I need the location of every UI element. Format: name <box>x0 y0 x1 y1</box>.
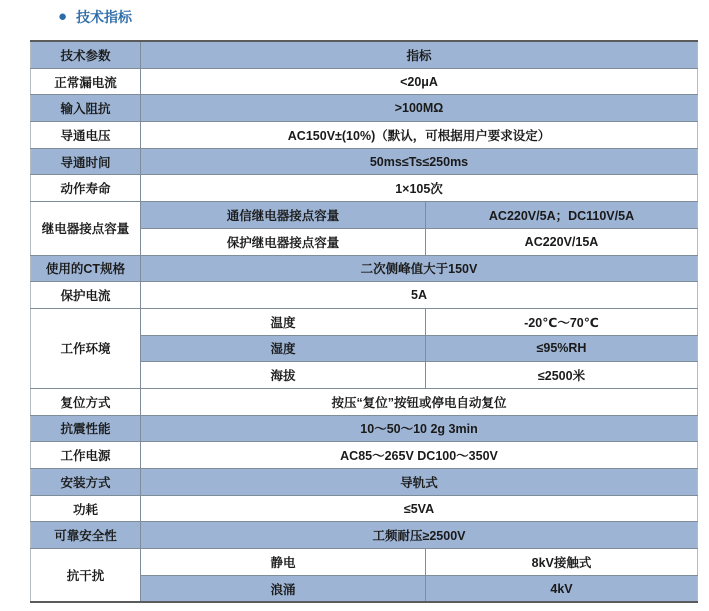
row-sublabel: 保护继电器接点容量 <box>141 228 426 255</box>
section-title <box>58 7 132 27</box>
row-value: AC150V±(10%)（默认，可根据用户要求设定） <box>141 122 698 149</box>
row-value: >100MΩ <box>141 95 698 122</box>
row-sublabel: 浪涌 <box>141 575 426 602</box>
row-value: 50ms≤Ts≤250ms <box>141 148 698 175</box>
row-value: 8kV接触式 <box>426 549 698 576</box>
row-value: 工频耐压≥2500V <box>141 522 698 549</box>
row-label: 工作电源 <box>31 442 141 469</box>
row-label: 保护电流 <box>31 282 141 309</box>
row-value: 1×105次 <box>141 175 698 202</box>
table-row <box>31 388 698 415</box>
table-row <box>31 255 698 282</box>
row-label: 安装方式 <box>31 469 141 496</box>
table-row <box>31 415 698 442</box>
row-value: -20℃～70℃ <box>426 308 698 335</box>
row-label: 继电器接点容量 <box>31 202 141 255</box>
spec-table-body <box>31 41 698 602</box>
row-label: 功耗 <box>31 495 141 522</box>
row-sublabel: 通信继电器接点容量 <box>141 202 426 229</box>
table-header-row <box>31 41 698 68</box>
row-label: 导通电压 <box>31 122 141 149</box>
row-sublabel: 湿度 <box>141 335 426 362</box>
row-value: ≤5VA <box>141 495 698 522</box>
spec-table <box>30 40 698 603</box>
row-label: 动作寿命 <box>31 175 141 202</box>
row-label: 导通时间 <box>31 148 141 175</box>
header-param-col: 技术参数 <box>31 41 141 68</box>
table-row <box>31 442 698 469</box>
table-row <box>31 148 698 175</box>
row-label: 正常漏电流 <box>31 68 141 95</box>
row-value: 5A <box>141 282 698 309</box>
row-label: 工作环境 <box>31 308 141 388</box>
table-row <box>31 202 698 229</box>
table-row <box>31 95 698 122</box>
row-sublabel: 温度 <box>141 308 426 335</box>
row-value: AC220V/15A <box>426 228 698 255</box>
table-row <box>31 549 698 576</box>
row-value: ≤95%RH <box>426 335 698 362</box>
table-row <box>31 522 698 549</box>
table-row <box>31 122 698 149</box>
row-label: 输入阻抗 <box>31 95 141 122</box>
table-row <box>31 68 698 95</box>
table-row <box>31 175 698 202</box>
row-label: 使用的CT规格 <box>31 255 141 282</box>
table-row <box>31 495 698 522</box>
table-row <box>31 308 698 335</box>
row-label: 可靠安全性 <box>31 522 141 549</box>
bullet-icon: ● <box>58 7 68 25</box>
row-value: 按压“复位”按钮或停电自动复位 <box>141 388 698 415</box>
page-title: 技术指标 <box>76 9 133 25</box>
row-value: 4kV <box>426 575 698 602</box>
row-value: AC85～265V DC100～350V <box>141 442 698 469</box>
row-label: 抗震性能 <box>31 415 141 442</box>
row-value: ≤2500米 <box>426 362 698 389</box>
header-value-col: 指标 <box>141 41 698 68</box>
table-row <box>31 282 698 309</box>
row-value: 10～50～10 2g 3min <box>141 415 698 442</box>
row-label: 复位方式 <box>31 388 141 415</box>
row-sublabel: 静电 <box>141 549 426 576</box>
row-sublabel: 海拔 <box>141 362 426 389</box>
table-row <box>31 469 698 496</box>
row-label: 抗干扰 <box>31 549 141 603</box>
row-value: <20μA <box>141 68 698 95</box>
row-value: AC220V/5A；DC110V/5A <box>426 202 698 229</box>
row-value: 二次侧峰值大于150V <box>141 255 698 282</box>
row-value: 导轨式 <box>141 469 698 496</box>
